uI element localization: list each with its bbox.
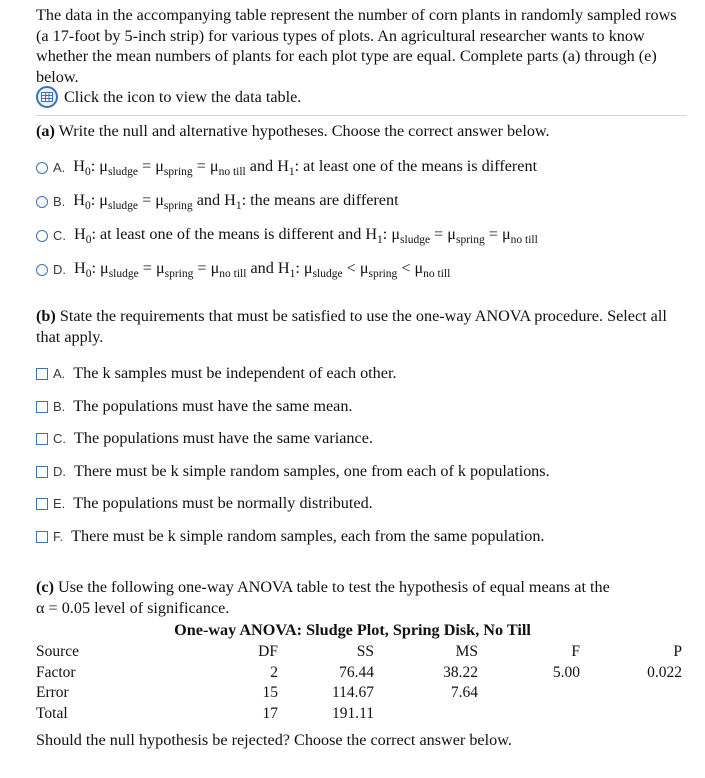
radio-icon[interactable] bbox=[36, 162, 48, 174]
option-text: The populations must be normally distributed. bbox=[73, 494, 373, 512]
option-text: $H_0$: $\mu_{sludge} = \mu_{spring} = \mu_{no till}$ and $H_1$: $\mu_{sludge} < \mu_{spring} < \mu_{no till}$ bbox=[74, 259, 451, 280]
anova-table bbox=[36, 642, 682, 724]
option-text: $H_0$: $\mu_{sludge} = \mu_{spring}$ and $H_1$: the means are different bbox=[73, 191, 399, 212]
part-a-option-c[interactable]: C. $H_0$: at least one of the means is different and $H_1$: $\mu_{sludge} = \mu_{spring} = \mu_{no till}$ bbox=[36, 225, 538, 246]
part-a-option-b[interactable]: B. $H_0$: $\mu_{sludge} = \mu_{spring}$ and $H_1$: the means are different bbox=[36, 191, 399, 212]
radio-icon[interactable] bbox=[36, 230, 48, 242]
option-text: $H_0$: $\mu_{sludge} = \mu_{spring} = \mu_{no till}$ and $H_1$: at least one of the means is different bbox=[73, 157, 538, 178]
checkbox-icon[interactable] bbox=[36, 531, 48, 543]
part-b-question: (b) State the requirements that must be satisfied to use the one-way ANOVA procedure. Select all that apply. bbox=[36, 307, 667, 346]
part-b-option-e[interactable]: E. The populations must be normally distributed. bbox=[36, 494, 373, 513]
checkbox-icon[interactable] bbox=[36, 368, 48, 380]
radio-icon[interactable] bbox=[36, 196, 48, 208]
option-text: $H_0$: at least one of the means is different and $H_1$: $\mu_{sludge} = \mu_{spring} = \mu_{no till}$ bbox=[74, 225, 538, 246]
part-b-option-a[interactable]: A. The k samples must be independent of each other. bbox=[36, 364, 397, 383]
checkbox-icon[interactable] bbox=[36, 466, 48, 478]
intro-text: The data in the accompanying table represent the number of corn plants in randomly sampled rows (a 17-foot by 5-inch strip) for various types of plots. An agricultural researcher wants to know whether the mean numbers of plants for each plot type are equal. Complete parts (a) through (e) below. bbox=[36, 6, 677, 86]
part-c-question: (c) Use the following one-way ANOVA table to test the hypothesis of equal means at the α = 0.05 level of significance. bbox=[36, 578, 610, 617]
option-text: There must be k simple random samples, each from the same population. bbox=[71, 527, 545, 545]
part-b-option-c[interactable]: C. The populations must have the same variance. bbox=[36, 429, 373, 448]
checkbox-icon[interactable] bbox=[36, 498, 48, 510]
data-table-link[interactable] bbox=[36, 86, 301, 108]
alpha-value: α = 0.05 bbox=[36, 598, 91, 617]
part-a-option-a[interactable]: A. $H_0$: $\mu_{sludge} = \mu_{spring} = \mu_{no till}$ and $H_1$: at least one of the means is different bbox=[36, 157, 537, 178]
table-row: Total 17 191.11 bbox=[36, 704, 374, 722]
part-b-option-f[interactable]: F. There must be k simple random samples, each from the same population. bbox=[36, 527, 544, 546]
part-a-option-d[interactable]: D. $H_0$: $\mu_{sludge} = \mu_{spring} = \mu_{no till}$ and $H_1$: $\mu_{sludge} < \mu_{spring} < \mu_{no till}$ bbox=[36, 259, 450, 280]
option-text: The populations must have the same variance. bbox=[74, 429, 373, 447]
table-row: Factor 2 76.44 38.22 5.00 0.022 bbox=[36, 663, 682, 681]
data-table-link-text[interactable]: Click the icon to view the data table. bbox=[64, 87, 302, 106]
data-table-icon[interactable] bbox=[36, 86, 58, 108]
option-text: The populations must have the same mean. bbox=[73, 397, 353, 415]
part-b-option-d[interactable]: D. There must be k simple random samples, one from each of k populations. bbox=[36, 462, 550, 481]
option-text: There must be k simple random samples, one from each of k populations. bbox=[74, 462, 550, 480]
part-b-option-b[interactable]: B. The populations must have the same mean. bbox=[36, 397, 352, 416]
option-text: The k samples must be independent of each other. bbox=[73, 364, 397, 382]
divider bbox=[36, 115, 686, 116]
checkbox-icon[interactable] bbox=[36, 401, 48, 413]
table-header-row: Source DF SS MS F P bbox=[36, 643, 682, 660]
part-c-followup: Should the null hypothesis be rejected? Choose the correct answer below. bbox=[36, 731, 512, 749]
part-a-question: (a) Write the null and alternative hypotheses. Choose the correct answer below. bbox=[36, 122, 550, 140]
checkbox-icon[interactable] bbox=[36, 433, 48, 445]
anova-table-title: One-way ANOVA: Sludge Plot, Spring Disk, No Till bbox=[174, 621, 531, 639]
radio-icon[interactable] bbox=[36, 264, 48, 276]
table-row: Error 15 114.67 7.64 bbox=[36, 684, 478, 702]
